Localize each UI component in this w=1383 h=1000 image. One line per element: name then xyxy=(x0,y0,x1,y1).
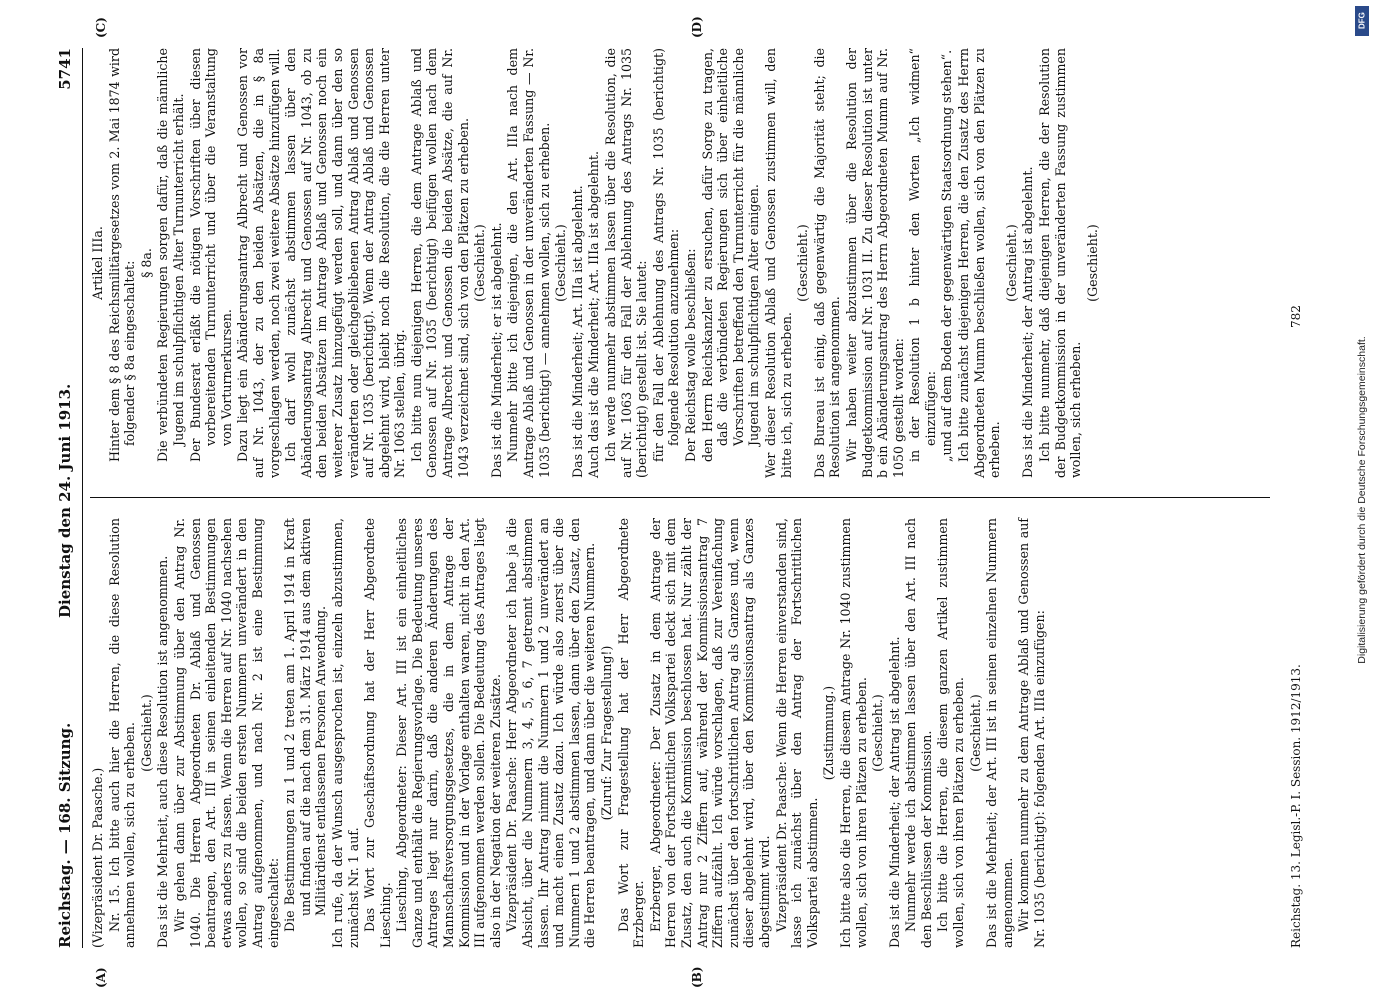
stage-direction: (Geschieht.) xyxy=(1084,224,1100,302)
paragraph: Ich rufe, da der Wunsch ausgesprochen ist, einzeln abzustimmen, zunächst Nr. 1 auf. xyxy=(329,518,361,948)
stage-direction: (Geschieht.) xyxy=(1003,224,1019,302)
header-rule xyxy=(82,48,83,948)
paragraph: Ich bitte die Herren, die diesem ganzen Artikel zustimmen wollen, sich von ihren Plätzen zu erheben. xyxy=(935,518,967,948)
paragraph: Wer dieser Resolution Ablaß und Genossen zustimmen will, den bitte ich, sich zu erheben. xyxy=(762,48,794,478)
paragraph: Wir kommen nunmehr zu dem Antrage Ablaß und Genossen auf Nr. 1035 (berichtigt): folgenden Art. IIIa einzufügen: xyxy=(1016,518,1048,948)
header-date: Dienstag den 24. Juni 1913. xyxy=(56,383,74,618)
footer-sheet-number: 782 xyxy=(1289,305,1303,328)
paragraph: Nunmehr werde ich abstimmen lassen über den Art. III nach den Beschlüssen der Kommission. xyxy=(903,518,934,948)
paragraph: Ich bitte also die Herren, die diesem Antrage Nr. 1040 zustimmen wollen, sich von ihren Plätzen zu erheben. xyxy=(837,518,869,948)
quoted-provision: den Herrn Reichskanzler zu ersuchen, dafür Sorge zu tragen, daß die verbündeten Regierungen sich über einheitliche Vorschriften betreffend den Turnunterricht für die männliche Jugend im schulpflichtigen Alter einigen. xyxy=(699,48,762,462)
header-session: Reichstag. — 168. Sitzung. xyxy=(56,722,74,948)
stage-direction: (Geschieht.) xyxy=(472,224,488,302)
paragraph: Ich bitte nun diejenigen Herren, die dem Antrage Ablaß und Genossen auf Nr. 1035 (berichtigt) beifügen wollen nach dem Antrage Albrecht und Genossen die beiden Absätze, die auf Nr. 1043 verzeichnet sind, sich von den Plätzen zu erheben. xyxy=(408,48,471,478)
section-heading: § 8a. xyxy=(138,248,154,278)
digitization-note xyxy=(1352,40,1372,960)
footer-legislature: Reichstag. 13. Legisl.-P. I. Session. 1912/1913. xyxy=(1289,664,1303,948)
paragraph: Ich darf wohl zunächst abstimmen lassen über den Abänderungsantrag Albrecht und Genossen auf Nr. 1043, ob zu den beiden Absätzen im Antrage Ablaß und Genossen noch ein weiterer Zusatz hinzugefügt werden soll, und dann über den so veränderten oder gleichgebliebenen Antrag Ablaß und Genossen auf Nr. 1035 (berichtigt). Wenn der Antrag Ablaß und Genossen abgelehnt wird, bleibt noch die Resolution, die die Herren unter Nr. 1063 stellen, übrig. xyxy=(283,48,408,478)
quoted-provision: Die Bestimmungen zu 1 und 2 treten am 1. April 1914 in Kraft und finden auf die nach dem 31. März 1914 aus dem aktiven Militärdienst entlassenen Personen Anwendung. xyxy=(282,518,329,932)
paragraph: Ich bitte nunmehr, daß diejenigen Herren, die der Resolution der Budgetkommission in der unveränderten Fassung zustimmen wollen, sich erheben. xyxy=(1037,48,1084,478)
paragraph: Wir gehen dann über zur Abstimmung über den Antrag Nr. 1040. Die Herren Abgeordneten Dr. Ablaß und Genossen beantragen, den Art. III in seinen einleitenden Bestimmungen etwas anders zu fassen. Wenn die Herren auf Nr. 1040 nachsehen wollen, so sind die beiden ersten Nummern unverändert in den Antrag aufgenommen, und nach Nr. 2 ist eine Bestimmung eingeschaltet: xyxy=(171,518,281,948)
margin-marker-d: (D) xyxy=(690,16,704,38)
page-footer xyxy=(1286,48,1306,948)
margin-marker-a: (A) xyxy=(94,967,108,988)
speech-erzberger: Erzberger, Abgeordneter: Der Zusatz in dem Antrage der Herren von der Fortschrittlichen Volkspartei deckt sich mit dem Zusatz, den auch die Kommission beschlossen hat. Nur zählt der Antrag nur 2 Ziffern auf, während der Kommissionsantrag 7 Ziffern aufzählt. Ich würde vorschlagen, daß zur Vereinfachung zunächst über den fortschrittlichen Antrag als Ganzes und, wenn dieser abgelehnt wird, über den Kommissionsantrag als Ganzes abgestimmt wird. xyxy=(647,518,772,948)
quoted-provision: Hinter dem § 8 des Reichsmilitärgesetzes vom 2. Mai 1874 wird folgender § 8a eingeschaltet: xyxy=(106,48,138,462)
paragraph: Nr. 15. Ich bitte auch hier die Herren, die diese Resolution annehmen wollen, sich zu erheben. xyxy=(106,518,138,948)
paragraph: Das Bureau ist einig, daß gegenwärtig die Majorität steht; die Resolution ist angenommen. xyxy=(811,48,843,478)
paragraph: Auch das ist die Minderheit; Art. IIIa ist abgelehnt. xyxy=(586,150,602,478)
paragraph: Das ist die Minderheit; Art. IIIa ist abgelehnt. xyxy=(569,185,585,478)
stage-direction: (Geschieht.) xyxy=(795,224,811,302)
page-header xyxy=(50,48,80,948)
left-column xyxy=(90,518,1049,948)
paragraph: Das Wort zur Geschäftsordnung hat der Herr Abgeordnete Liesching. xyxy=(362,518,393,948)
stage-direction: (Geschieht.) xyxy=(967,694,983,772)
paragraph: Dazu liegt ein Abänderungsantrag Albrecht und Genossen vor auf Nr. 1043, der zu den beiden Absätzen, die in § 8a vorgeschlagen werden, noch zwei weitere Absätze hinzufügen will. xyxy=(235,48,282,478)
quoted-provision: für den Fall der Ablehnung des Antrags Nr. 1035 (berichtigt) folgende Resolution anzunehmen: xyxy=(650,48,682,462)
paragraph: Das ist die Mehrheit, auch diese Resolution ist angenommen. xyxy=(155,555,171,948)
paragraph: Wir haben weiter abzustimmen über die Resolution der Budgetkommission auf Nr. 1031 II. Zu dieser Resolution ist unter b ein Abänderungsantrag des Herrn Abgeordneten Mumm auf Nr. 1050 gestellt worden: xyxy=(843,48,906,478)
quoted-provision: Der Bundesrat erläßt die nötigen Vorschriften über diesen vorbereitenden Turnunterricht und über die Veranstaltung von Vorturnerkursen. xyxy=(187,48,234,462)
paragraph: Ich bitte zunächst diejenigen Herren, die den Zusatz des Herrn Abgeordneten Mumm beschließen wollen, sich von den Plätzen zu erheben. xyxy=(956,48,1003,478)
stage-direction: (Zustimmung.) xyxy=(821,685,837,781)
digitization-note-text: Digitalisierung gefördert durch die Deutsche Forschungsgemeinschaft. xyxy=(1356,336,1368,664)
paragraph: Das ist die Minderheit; er ist abgelehnt. xyxy=(488,222,504,478)
stage-direction: (Geschieht.) xyxy=(553,224,569,302)
paragraph: (Vizepräsident Dr. Paasche.) xyxy=(90,767,105,948)
margin-marker-c: (C) xyxy=(94,17,108,38)
paragraph: Nunmehr bitte ich diejenigen, die den Art. IIIa nach dem Antrage Ablaß und Genossen in der unveränderten Fassung — Nr. 1035 (berichtigt) — annehmen wollen, sich zu erheben. xyxy=(505,48,552,478)
quoted-provision: Die verbündeten Regierungen sorgen dafür, daß die männliche Jugend im schulpflichtigen Alter Turnunterricht erhält. xyxy=(155,48,186,462)
page-number: 5741 xyxy=(56,48,74,90)
speech-paasche: Vizepräsident Dr. Paasche: Wenn die Herren einverstanden sind, lasse ich zunächst über den Antrag der Fortschrittlichen Volkspartei abstimmen. xyxy=(773,518,820,948)
document-page xyxy=(50,16,1330,988)
dfg-logo xyxy=(1355,6,1369,36)
paragraph: Ich werde nunmehr abstimmen lassen über die Resolution, die auf Nr. 1063 für den Fall der Ablehnung des Antrags Nr. 1035 (berichtigt) gestellt ist. Sie lautet: xyxy=(603,48,650,478)
speech-paasche: Vizepräsident Dr. Paasche: Herr Abgeordneter ich habe ja die Absicht, über die Nummern 3, 4, 5, 6, 7 getrennt abstimmen lassen. Ihr Antrag nimmt die Nummern 1 und 2 unverändert an und macht einen Zusatz dazu. Ich würde also zuerst über die Nummern 1 und 2 abstimmen lassen, dann über den Zusatz, den die Herren beantragen, und dann über die weiteren Nummern. xyxy=(504,518,598,948)
dfg-logo-text: DFG xyxy=(1357,12,1367,30)
stage-direction: (Geschieht.) xyxy=(138,694,154,772)
speech-liesching: Liesching, Abgeordneter: Dieser Art. III ist ein einheitliches Ganze und enthält die Regierungsvorlage. Die Bedeutung unseres Antrages liegt nur darin, daß die anderen Änderungen des Mannschaftsversorgungsgesetzes, die in dem Antrage der Kommission und in der Vorlage enthalten waren, nicht in den Art. III aufgenommen werden sollen. Die Bedeutung des Antrages liegt also in der Negation der weiteren Zusätze. xyxy=(394,518,503,948)
margin-marker-b: (B) xyxy=(690,966,704,988)
right-column xyxy=(90,48,1101,478)
stage-direction: (Zuruf: Zur Fragestellung!) xyxy=(599,645,614,821)
quoted-provision: „und auf dem Boden der gegenwärtigen Staatsordnung stehen“. xyxy=(939,49,955,462)
column-divider xyxy=(90,497,1270,498)
paragraph: Das Wort zur Fragestellung hat der Herr Abgeordnete Erzberger. xyxy=(615,518,647,948)
paragraph: Das ist die Minderheit; der Antrag ist abgelehnt. xyxy=(1020,166,1036,478)
quoted-provision: in der Resolution 1 b hinter den Worten „Ich widmen“ einzufügen: xyxy=(907,48,938,462)
stage-direction: (Geschieht.) xyxy=(870,694,886,772)
paragraph: Das ist die Mehrheit; der Art. III ist in seinen einzelnen Nummern angenommen. xyxy=(984,518,1015,948)
article-heading: Artikel IIIa. xyxy=(90,226,105,300)
quoted-provision: Der Reichstag wolle beschließen: xyxy=(682,248,698,462)
paragraph: Das ist die Minderheit; der Antrag ist abgelehnt. xyxy=(886,636,902,948)
